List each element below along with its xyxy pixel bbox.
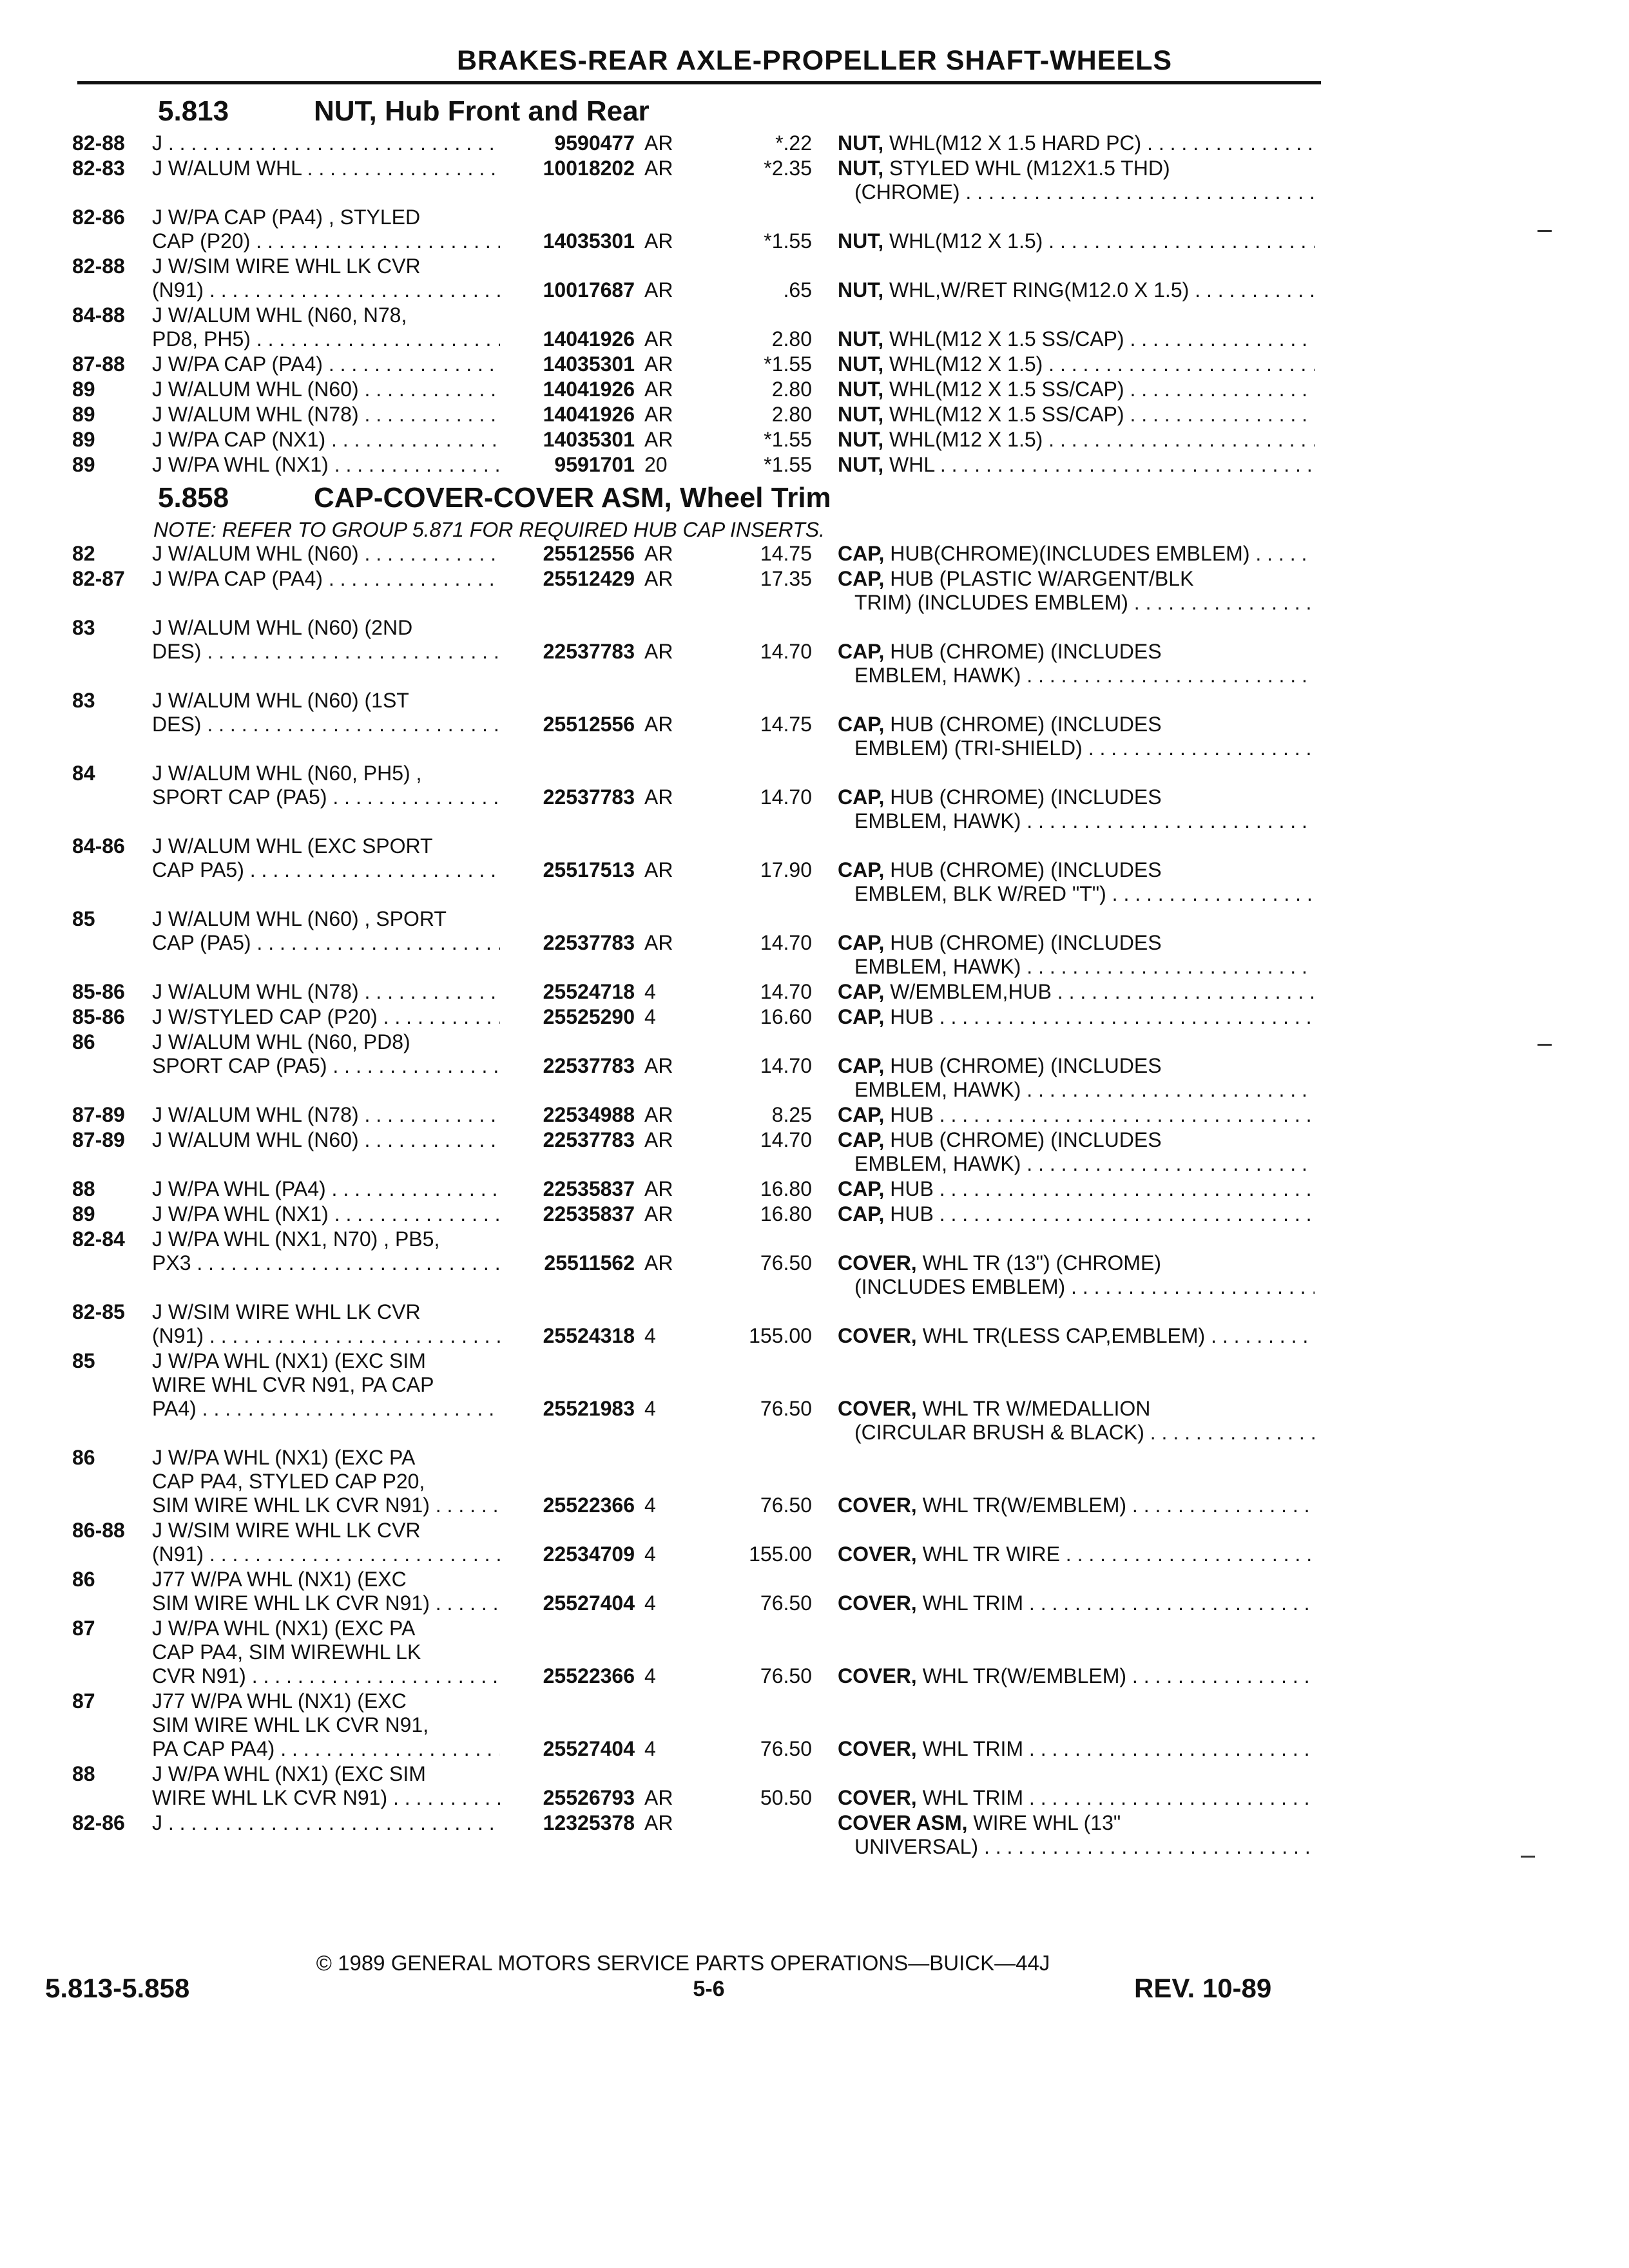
part-number: 25527404 bbox=[543, 1591, 635, 1615]
model-year: 82-86 bbox=[72, 1811, 125, 1834]
list-price: 14.70 bbox=[760, 640, 812, 663]
application-description: J W/PA WHL (NX1, N70) , PB5, bbox=[152, 1227, 440, 1251]
application-description: J W/ALUM WHL (EXC SPORT bbox=[152, 834, 433, 858]
part-number: 14041926 bbox=[543, 403, 635, 426]
part-name: COVER, WHL TR(W/EMBLEM) . . . bbox=[838, 1494, 1315, 1517]
application-description: J W/PA WHL (NX1) . . . bbox=[152, 453, 500, 477]
list-price: 17.90 bbox=[760, 858, 812, 881]
application-description: J W/PA CAP (PA4) . . . bbox=[152, 352, 500, 376]
part-name: CAP, HUB (PLASTIC W/ARGENT/BLK bbox=[838, 567, 1194, 590]
quantity: 4 bbox=[644, 1324, 656, 1347]
footer-page-number: 5-6 bbox=[693, 1977, 725, 2001]
part-name: NUT, WHL(M12 X 1.5 SS/CAP) . . . bbox=[838, 378, 1315, 401]
part-number: 9591701 bbox=[554, 453, 635, 476]
parts-row bbox=[0, 303, 1629, 351]
footer-group-range: 5.813-5.858 bbox=[45, 1973, 190, 2003]
section-number: 5.813 bbox=[158, 95, 229, 127]
part-name: COVER, WHL TRIM . . . bbox=[838, 1737, 1315, 1761]
quantity: AR bbox=[644, 1811, 673, 1834]
part-name: COVER ASM, WIRE WHL (13" bbox=[838, 1811, 1121, 1834]
model-year: 88 bbox=[72, 1177, 95, 1200]
application-description: J W/STYLED CAP (P20) . . . bbox=[152, 1005, 500, 1029]
application-description: J77 W/PA WHL (NX1) (EXC bbox=[152, 1568, 407, 1591]
part-number: 10018202 bbox=[543, 157, 635, 180]
parts-row bbox=[0, 131, 1629, 155]
quantity: AR bbox=[644, 1054, 673, 1077]
application-description: (N91) . . . bbox=[152, 1542, 500, 1566]
part-number: 14041926 bbox=[543, 378, 635, 401]
list-price: 14.70 bbox=[760, 1054, 812, 1077]
application-description: J W/PA CAP (PA4) . . . bbox=[152, 567, 500, 591]
parts-row bbox=[0, 453, 1629, 477]
model-year: 85-86 bbox=[72, 1005, 125, 1028]
part-number: 14041926 bbox=[543, 327, 635, 351]
application-description: J W/ALUM WHL (N78) . . . bbox=[152, 980, 500, 1004]
quantity: AR bbox=[644, 785, 673, 809]
parts-row bbox=[0, 1177, 1629, 1201]
part-number: 22537783 bbox=[543, 1128, 635, 1151]
quantity: AR bbox=[644, 278, 673, 302]
application-description: CAP PA4, SIM WIREWHL LK bbox=[152, 1640, 421, 1664]
list-price: 16.80 bbox=[760, 1177, 812, 1200]
page-header-title: BRAKES-REAR AXLE-PROPELLER SHAFT-WHEELS bbox=[456, 45, 1173, 76]
parts-row bbox=[0, 1617, 1629, 1688]
section-note: NOTE: REFER TO GROUP 5.871 FOR REQUIRED HUB CAP INSERTS. bbox=[153, 518, 825, 541]
list-price: 2.80 bbox=[771, 378, 812, 401]
quantity: AR bbox=[644, 713, 673, 736]
quantity: AR bbox=[644, 352, 673, 376]
parts-row bbox=[0, 1519, 1629, 1566]
part-name: NUT, WHL(M12 X 1.5 SS/CAP) . . . bbox=[838, 327, 1315, 351]
part-name: CAP, HUB (CHROME) (INCLUDES bbox=[838, 931, 1162, 954]
list-price: 76.50 bbox=[760, 1664, 812, 1687]
list-price: 14.70 bbox=[760, 980, 812, 1003]
application-description: CAP (PA5) . . . bbox=[152, 931, 500, 955]
parts-row bbox=[0, 762, 1629, 833]
parts-row bbox=[0, 1005, 1629, 1029]
quantity: AR bbox=[644, 858, 673, 881]
part-name: EMBLEM, BLK W/RED "T") . . . bbox=[838, 882, 1315, 906]
part-name: (CHROME) . . . bbox=[838, 180, 1315, 204]
part-number: 9590477 bbox=[554, 131, 635, 155]
application-description: J W/ALUM WHL (N78) . . . bbox=[152, 403, 500, 427]
parts-row bbox=[0, 378, 1629, 401]
application-description: J W/ALUM WHL (N78) . . . bbox=[152, 1103, 500, 1127]
parts-row bbox=[0, 834, 1629, 906]
part-name: COVER, WHL TRIM . . . bbox=[838, 1786, 1315, 1810]
part-name: NUT, WHL(M12 X 1.5) . . . bbox=[838, 229, 1315, 253]
parts-row bbox=[0, 206, 1629, 253]
quantity: 4 bbox=[644, 1494, 656, 1517]
model-year: 87-89 bbox=[72, 1103, 125, 1126]
parts-row bbox=[0, 1030, 1629, 1102]
model-year: 87-88 bbox=[72, 352, 125, 376]
application-description: CVR N91) . . . bbox=[152, 1664, 500, 1688]
model-year: 84 bbox=[72, 762, 95, 785]
part-number: 25517513 bbox=[543, 858, 635, 881]
part-name: UNIVERSAL) . . . bbox=[838, 1835, 1315, 1859]
part-name: EMBLEM) (TRI-SHIELD) . . . bbox=[838, 736, 1315, 760]
part-number: 25512429 bbox=[543, 567, 635, 590]
margin-mark bbox=[1537, 1044, 1552, 1046]
part-name: COVER, WHL TR WIRE . . . bbox=[838, 1542, 1315, 1566]
part-name: NUT, WHL,W/RET RING(M12.0 X 1.5) . . . bbox=[838, 278, 1315, 302]
part-number: 25525290 bbox=[543, 1005, 635, 1028]
parts-row bbox=[0, 616, 1629, 687]
quantity: AR bbox=[644, 1177, 673, 1200]
application-description: J W/ALUM WHL (N60, PH5) , bbox=[152, 762, 422, 785]
margin-mark bbox=[1537, 230, 1552, 232]
parts-row bbox=[0, 542, 1629, 566]
part-number: 10017687 bbox=[543, 278, 635, 302]
model-year: 84-88 bbox=[72, 303, 125, 327]
application-description: J W/ALUM WHL (N60) . . . bbox=[152, 378, 500, 401]
part-name: COVER, WHL TRIM . . . bbox=[838, 1591, 1315, 1615]
application-description: CAP PA5) . . . bbox=[152, 858, 500, 882]
parts-row bbox=[0, 689, 1629, 760]
quantity: AR bbox=[644, 1251, 673, 1274]
part-name: CAP, HUB (CHROME) (INCLUDES bbox=[838, 858, 1162, 881]
application-description: PA4) . . . bbox=[152, 1397, 500, 1421]
application-description: J W/PA WHL (NX1) (EXC SIM bbox=[152, 1349, 426, 1372]
list-price: *1.55 bbox=[764, 428, 812, 451]
application-description: J W/PA WHL (NX1) (EXC SIM bbox=[152, 1762, 426, 1785]
application-description: J W/ALUM WHL (N60) . . . bbox=[152, 1128, 500, 1152]
list-price: 14.70 bbox=[760, 931, 812, 954]
application-description: J W/ALUM WHL (N60, PD8) bbox=[152, 1030, 410, 1053]
list-price: 76.50 bbox=[760, 1591, 812, 1615]
part-name: COVER, WHL TR W/MEDALLION bbox=[838, 1397, 1151, 1420]
list-price: 2.80 bbox=[771, 327, 812, 351]
model-year: 87 bbox=[72, 1689, 95, 1713]
part-name: (CIRCULAR BRUSH & BLACK) . . . bbox=[838, 1421, 1315, 1445]
quantity: AR bbox=[644, 229, 673, 253]
list-price: *1.55 bbox=[764, 453, 812, 476]
list-price: 155.00 bbox=[749, 1324, 812, 1347]
part-number: 25524318 bbox=[543, 1324, 635, 1347]
model-year: 87-89 bbox=[72, 1128, 125, 1151]
parts-row bbox=[0, 255, 1629, 302]
quantity: AR bbox=[644, 403, 673, 426]
list-price: 2.80 bbox=[771, 403, 812, 426]
model-year: 82-85 bbox=[72, 1300, 125, 1323]
model-year: 87 bbox=[72, 1617, 95, 1640]
part-number: 25512556 bbox=[543, 713, 635, 736]
quantity: 4 bbox=[644, 1397, 656, 1420]
list-price: 14.70 bbox=[760, 785, 812, 809]
application-description: J W/PA WHL (NX1) (EXC PA bbox=[152, 1617, 416, 1640]
quantity: AR bbox=[644, 131, 673, 155]
parts-row bbox=[0, 980, 1629, 1004]
part-number: 22537783 bbox=[543, 931, 635, 954]
list-price: .65 bbox=[783, 278, 812, 302]
quantity: AR bbox=[644, 567, 673, 590]
part-name: NUT, WHL(M12 X 1.5 HARD PC) . . . bbox=[838, 131, 1315, 155]
quantity: AR bbox=[644, 428, 673, 451]
parts-row bbox=[0, 1349, 1629, 1445]
part-number: 25522366 bbox=[543, 1664, 635, 1687]
part-name: NUT, WHL(M12 X 1.5 SS/CAP) . . . bbox=[838, 403, 1315, 427]
list-price: 8.25 bbox=[771, 1103, 812, 1126]
quantity: 4 bbox=[644, 1005, 656, 1028]
part-name: CAP, HUB . . . bbox=[838, 1005, 1315, 1029]
part-name: EMBLEM, HAWK) . . . bbox=[838, 809, 1315, 833]
part-name: CAP, HUB (CHROME) (INCLUDES bbox=[838, 640, 1162, 663]
list-price: 76.50 bbox=[760, 1251, 812, 1274]
model-year: 82-84 bbox=[72, 1227, 125, 1251]
quantity: AR bbox=[644, 378, 673, 401]
quantity: AR bbox=[644, 1786, 673, 1809]
part-name: CAP, HUB . . . bbox=[838, 1177, 1315, 1201]
application-description: SIM WIRE WHL LK CVR N91, bbox=[152, 1713, 429, 1736]
part-number: 14035301 bbox=[543, 428, 635, 451]
part-name: (INCLUDES EMBLEM) . . . bbox=[838, 1275, 1315, 1299]
application-description: J W/SIM WIRE WHL LK CVR bbox=[152, 255, 421, 278]
part-name: NUT, WHL . . . bbox=[838, 453, 1315, 477]
list-price: 50.50 bbox=[760, 1786, 812, 1809]
list-price: *.22 bbox=[775, 131, 812, 155]
part-number: 25526793 bbox=[543, 1786, 635, 1809]
model-year: 86-88 bbox=[72, 1519, 125, 1542]
application-description: SIM WIRE WHL LK CVR N91) . . . bbox=[152, 1591, 500, 1615]
part-name: NUT, WHL(M12 X 1.5) . . . bbox=[838, 352, 1315, 376]
parts-row bbox=[0, 1762, 1629, 1810]
list-price: 14.75 bbox=[760, 542, 812, 565]
part-name: EMBLEM, HAWK) . . . bbox=[838, 1152, 1315, 1176]
model-year: 85-86 bbox=[72, 980, 125, 1003]
application-description: J . . . bbox=[152, 131, 500, 155]
part-name: CAP, HUB (CHROME) (INCLUDES bbox=[838, 1054, 1162, 1077]
parts-row bbox=[0, 1568, 1629, 1615]
part-name: NUT, WHL(M12 X 1.5) . . . bbox=[838, 428, 1315, 452]
part-name: COVER, WHL TR(W/EMBLEM) . . . bbox=[838, 1664, 1315, 1688]
part-number: 22534709 bbox=[543, 1542, 635, 1566]
quantity: 4 bbox=[644, 1737, 656, 1760]
part-number: 22535837 bbox=[543, 1177, 635, 1200]
part-name: EMBLEM, HAWK) . . . bbox=[838, 955, 1315, 979]
section-title: NUT, Hub Front and Rear bbox=[314, 95, 650, 127]
application-description: CAP (P20) . . . bbox=[152, 229, 500, 253]
model-year: 89 bbox=[72, 1202, 95, 1225]
model-year: 89 bbox=[72, 428, 95, 451]
list-price: 17.35 bbox=[760, 567, 812, 590]
model-year: 89 bbox=[72, 403, 95, 426]
part-name: CAP, HUB (CHROME) (INCLUDES bbox=[838, 713, 1162, 736]
quantity: 20 bbox=[644, 453, 668, 476]
list-price: 76.50 bbox=[760, 1737, 812, 1760]
part-number: 14035301 bbox=[543, 352, 635, 376]
application-description: SPORT CAP (PA5) . . . bbox=[152, 1054, 500, 1078]
list-price: 76.50 bbox=[760, 1494, 812, 1517]
parts-row bbox=[0, 428, 1629, 452]
model-year: 84-86 bbox=[72, 834, 125, 858]
quantity: 4 bbox=[644, 1664, 656, 1687]
model-year: 89 bbox=[72, 378, 95, 401]
application-description: J W/ALUM WHL (N60, N78, bbox=[152, 303, 407, 327]
application-description: SIM WIRE WHL LK CVR N91) . . . bbox=[152, 1494, 500, 1517]
part-name: NUT, STYLED WHL (M12X1.5 THD) bbox=[838, 157, 1170, 180]
application-description: PD8, PH5) . . . bbox=[152, 327, 500, 351]
application-description: (N91) . . . bbox=[152, 278, 500, 302]
application-description: J W/ALUM WHL (N60) (1ST bbox=[152, 689, 409, 712]
model-year: 86 bbox=[72, 1568, 95, 1591]
quantity: AR bbox=[644, 640, 673, 663]
section-title: CAP-COVER-COVER ASM, Wheel Trim bbox=[314, 482, 831, 514]
parts-row bbox=[0, 157, 1629, 204]
model-year: 82 bbox=[72, 542, 95, 565]
application-description: (N91) . . . bbox=[152, 1324, 500, 1348]
application-description: J W/ALUM WHL (N60) (2ND bbox=[152, 616, 413, 639]
part-name: CAP, W/EMBLEM,HUB . . . bbox=[838, 980, 1315, 1004]
parts-row bbox=[0, 567, 1629, 615]
application-description: DES) . . . bbox=[152, 640, 500, 664]
model-year: 88 bbox=[72, 1762, 95, 1785]
application-description: J W/PA CAP (NX1) . . . bbox=[152, 428, 500, 452]
quantity: AR bbox=[644, 542, 673, 565]
application-description: CAP PA4, STYLED CAP P20, bbox=[152, 1470, 425, 1493]
part-name: COVER, WHL TR(LESS CAP,EMBLEM) . . . bbox=[838, 1324, 1315, 1348]
part-number: 22534988 bbox=[543, 1103, 635, 1126]
parts-row bbox=[0, 1202, 1629, 1226]
application-description: J W/ALUM WHL (N60) . . . bbox=[152, 542, 500, 566]
quantity: AR bbox=[644, 931, 673, 954]
application-description: J W/PA CAP (PA4) , STYLED bbox=[152, 206, 421, 229]
quantity: 4 bbox=[644, 1542, 656, 1566]
parts-row bbox=[0, 1300, 1629, 1348]
model-year: 83 bbox=[72, 689, 95, 712]
quantity: AR bbox=[644, 1103, 673, 1126]
application-description: PA CAP PA4) . . . bbox=[152, 1737, 500, 1761]
parts-row bbox=[0, 1811, 1629, 1859]
quantity: AR bbox=[644, 1202, 673, 1225]
model-year: 83 bbox=[72, 616, 95, 639]
model-year: 82-88 bbox=[72, 131, 125, 155]
part-name: CAP, HUB . . . bbox=[838, 1103, 1315, 1127]
model-year: 82-86 bbox=[72, 206, 125, 229]
part-number: 22537783 bbox=[543, 785, 635, 809]
quantity: AR bbox=[644, 157, 673, 180]
part-number: 22537783 bbox=[543, 640, 635, 663]
parts-row bbox=[0, 352, 1629, 376]
margin-mark bbox=[1521, 1856, 1535, 1858]
list-price: 14.75 bbox=[760, 713, 812, 736]
model-year: 85 bbox=[72, 1349, 95, 1372]
part-name: CAP, HUB (CHROME) (INCLUDES bbox=[838, 1128, 1162, 1151]
list-price: *2.35 bbox=[764, 157, 812, 180]
footer-revision: REV. 10-89 bbox=[1134, 1973, 1272, 2003]
application-description: SPORT CAP (PA5) . . . bbox=[152, 785, 500, 809]
part-number: 12325378 bbox=[543, 1811, 635, 1834]
list-price: 155.00 bbox=[749, 1542, 812, 1566]
list-price: *1.55 bbox=[764, 229, 812, 253]
part-number: 25512556 bbox=[543, 542, 635, 565]
parts-row bbox=[0, 1446, 1629, 1517]
application-description: J W/ALUM WHL (N60) , SPORT bbox=[152, 907, 447, 930]
application-description: WIRE WHL LK CVR N91) . . . bbox=[152, 1786, 500, 1810]
model-year: 82-83 bbox=[72, 157, 125, 180]
application-description: J W/PA WHL (NX1) . . . bbox=[152, 1202, 500, 1226]
part-number: 25511562 bbox=[544, 1251, 635, 1274]
part-number: 25521983 bbox=[543, 1397, 635, 1420]
part-name: EMBLEM, HAWK) . . . bbox=[838, 664, 1315, 687]
model-year: 85 bbox=[72, 907, 95, 930]
quantity: 4 bbox=[644, 980, 656, 1003]
part-number: 22535837 bbox=[543, 1202, 635, 1225]
part-number: 14035301 bbox=[543, 229, 635, 253]
list-price: 14.70 bbox=[760, 1128, 812, 1151]
model-year: 86 bbox=[72, 1030, 95, 1053]
model-year: 89 bbox=[72, 453, 95, 476]
part-number: 25522366 bbox=[543, 1494, 635, 1517]
application-description: WIRE WHL CVR N91, PA CAP bbox=[152, 1373, 434, 1396]
parts-row bbox=[0, 907, 1629, 979]
list-price: *1.55 bbox=[764, 352, 812, 376]
part-name: EMBLEM, HAWK) . . . bbox=[838, 1078, 1315, 1102]
parts-row bbox=[0, 1227, 1629, 1299]
footer-copyright: © 1989 GENERAL MOTORS SERVICE PARTS OPERATIONS—BUICK—44J bbox=[316, 1951, 1050, 1975]
model-year: 82-88 bbox=[72, 255, 125, 278]
part-name: COVER, WHL TR (13") (CHROME) bbox=[838, 1251, 1162, 1274]
parts-row bbox=[0, 1689, 1629, 1761]
parts-row bbox=[0, 403, 1629, 427]
list-price: 16.60 bbox=[760, 1005, 812, 1028]
section-number: 5.858 bbox=[158, 482, 229, 514]
quantity: AR bbox=[644, 327, 673, 351]
model-year: 86 bbox=[72, 1446, 95, 1469]
part-name: CAP, HUB(CHROME)(INCLUDES EMBLEM) . . . bbox=[838, 542, 1315, 566]
application-description: J W/SIM WIRE WHL LK CVR bbox=[152, 1519, 421, 1542]
application-description: J W/PA WHL (PA4) . . . bbox=[152, 1177, 500, 1201]
application-description: DES) . . . bbox=[152, 713, 500, 736]
model-year: 82-87 bbox=[72, 567, 125, 590]
quantity: 4 bbox=[644, 1591, 656, 1615]
list-price: 16.80 bbox=[760, 1202, 812, 1225]
application-description: PX3 . . . bbox=[152, 1251, 500, 1275]
header-rule bbox=[77, 81, 1321, 84]
parts-row bbox=[0, 1128, 1629, 1176]
application-description: J . . . bbox=[152, 1811, 500, 1835]
application-description: J77 W/PA WHL (NX1) (EXC bbox=[152, 1689, 407, 1713]
application-description: J W/ALUM WHL . . . bbox=[152, 157, 500, 180]
part-number: 22537783 bbox=[543, 1054, 635, 1077]
part-number: 25524718 bbox=[543, 980, 635, 1003]
part-name: CAP, HUB (CHROME) (INCLUDES bbox=[838, 785, 1162, 809]
part-name: TRIM) (INCLUDES EMBLEM) . . . bbox=[838, 591, 1315, 615]
parts-row bbox=[0, 1103, 1629, 1127]
list-price: 76.50 bbox=[760, 1397, 812, 1420]
application-description: J W/SIM WIRE WHL LK CVR bbox=[152, 1300, 421, 1323]
part-name: CAP, HUB . . . bbox=[838, 1202, 1315, 1226]
quantity: AR bbox=[644, 1128, 673, 1151]
part-number: 25527404 bbox=[543, 1737, 635, 1760]
application-description: J W/PA WHL (NX1) (EXC PA bbox=[152, 1446, 416, 1469]
